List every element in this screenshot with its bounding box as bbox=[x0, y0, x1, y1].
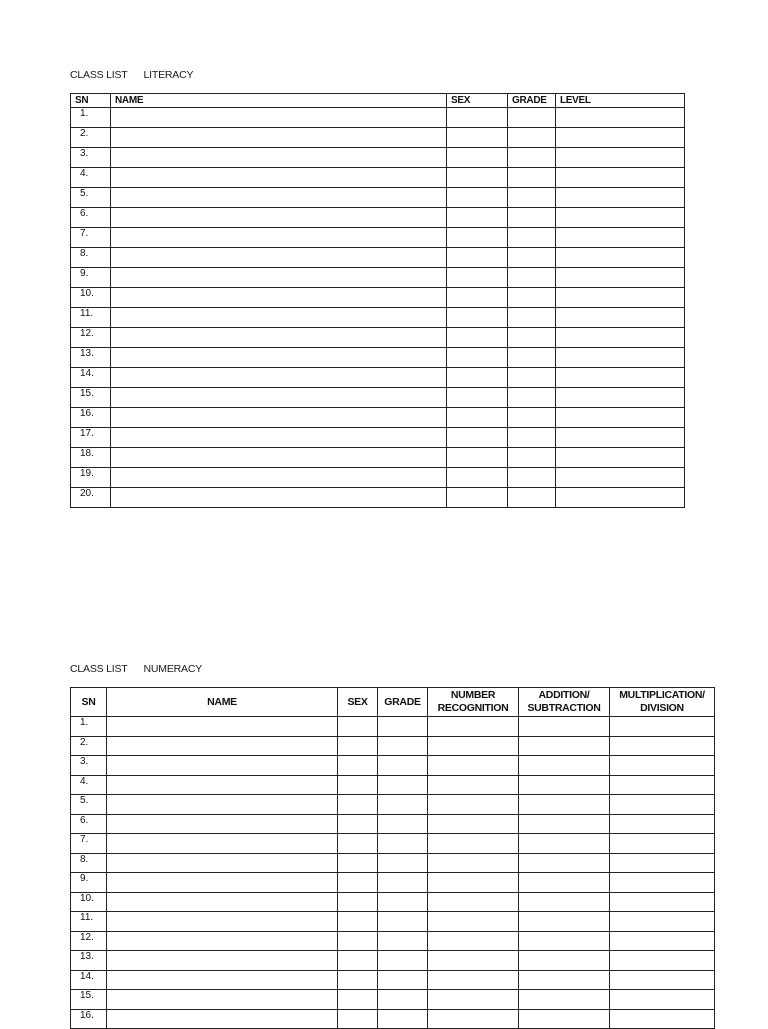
row-number: 2. bbox=[71, 736, 107, 756]
blank-cell[interactable] bbox=[378, 717, 428, 737]
blank-cell[interactable] bbox=[508, 388, 556, 408]
blank-cell[interactable] bbox=[107, 951, 338, 971]
table-row bbox=[71, 990, 715, 1010]
header-sex: SEX bbox=[447, 94, 508, 108]
blank-cell[interactable] bbox=[111, 268, 447, 288]
table-row bbox=[71, 795, 715, 815]
blank-cell[interactable] bbox=[428, 912, 519, 932]
blank-cell[interactable] bbox=[338, 912, 378, 932]
blank-cell[interactable] bbox=[378, 970, 428, 990]
blank-cell[interactable] bbox=[610, 775, 715, 795]
blank-cell[interactable] bbox=[508, 188, 556, 208]
blank-cell[interactable] bbox=[447, 268, 508, 288]
blank-cell[interactable] bbox=[556, 288, 685, 308]
row-number: 6. bbox=[71, 814, 107, 834]
blank-cell[interactable] bbox=[447, 328, 508, 348]
table-row bbox=[71, 931, 715, 951]
blank-cell[interactable] bbox=[508, 348, 556, 368]
blank-cell[interactable] bbox=[378, 990, 428, 1010]
table-row bbox=[71, 308, 685, 328]
row-number: 4. bbox=[71, 775, 107, 795]
blank-cell[interactable] bbox=[519, 990, 610, 1010]
blank-cell[interactable] bbox=[378, 795, 428, 815]
header-grade: GRADE bbox=[378, 688, 428, 717]
blank-cell[interactable] bbox=[556, 308, 685, 328]
blank-cell[interactable] bbox=[428, 873, 519, 893]
blank-cell[interactable] bbox=[111, 468, 447, 488]
blank-cell[interactable] bbox=[519, 931, 610, 951]
blank-cell[interactable] bbox=[519, 873, 610, 893]
blank-cell[interactable] bbox=[447, 448, 508, 468]
blank-cell[interactable] bbox=[338, 853, 378, 873]
blank-cell[interactable] bbox=[508, 228, 556, 248]
row-number: 14. bbox=[71, 970, 107, 990]
blank-cell[interactable] bbox=[111, 148, 447, 168]
row-number: 16. bbox=[71, 408, 111, 428]
blank-cell[interactable] bbox=[378, 951, 428, 971]
blank-cell[interactable] bbox=[447, 428, 508, 448]
blank-cell[interactable] bbox=[338, 775, 378, 795]
blank-cell[interactable] bbox=[556, 188, 685, 208]
blank-cell[interactable] bbox=[508, 248, 556, 268]
blank-cell[interactable] bbox=[107, 834, 338, 854]
blank-cell[interactable] bbox=[447, 228, 508, 248]
table-row bbox=[71, 268, 685, 288]
table-row bbox=[71, 348, 685, 368]
blank-cell[interactable] bbox=[378, 814, 428, 834]
blank-cell[interactable] bbox=[338, 834, 378, 854]
blank-cell[interactable] bbox=[111, 128, 447, 148]
blank-cell[interactable] bbox=[428, 717, 519, 737]
blank-cell[interactable] bbox=[519, 756, 610, 776]
blank-cell[interactable] bbox=[378, 892, 428, 912]
blank-cell[interactable] bbox=[519, 717, 610, 737]
blank-cell[interactable] bbox=[107, 736, 338, 756]
table-row bbox=[71, 328, 685, 348]
header-name: NAME bbox=[107, 688, 338, 717]
table-row bbox=[71, 717, 715, 737]
blank-cell[interactable] bbox=[508, 468, 556, 488]
blank-cell[interactable] bbox=[610, 795, 715, 815]
blank-cell[interactable] bbox=[610, 931, 715, 951]
blank-cell[interactable] bbox=[519, 834, 610, 854]
table-row bbox=[71, 368, 685, 388]
row-number: 12. bbox=[71, 931, 107, 951]
blank-cell[interactable] bbox=[610, 814, 715, 834]
row-number: 7. bbox=[71, 834, 107, 854]
header-sex: SEX bbox=[338, 688, 378, 717]
blank-cell[interactable] bbox=[447, 348, 508, 368]
blank-cell[interactable] bbox=[338, 736, 378, 756]
blank-cell[interactable] bbox=[107, 853, 338, 873]
blank-cell[interactable] bbox=[556, 128, 685, 148]
blank-cell[interactable] bbox=[610, 717, 715, 737]
blank-cell[interactable] bbox=[338, 814, 378, 834]
blank-cell[interactable] bbox=[519, 775, 610, 795]
blank-cell[interactable] bbox=[610, 970, 715, 990]
row-number: 1. bbox=[71, 717, 107, 737]
table-row bbox=[71, 168, 685, 188]
blank-cell[interactable] bbox=[111, 188, 447, 208]
blank-cell[interactable] bbox=[610, 990, 715, 1010]
blank-cell[interactable] bbox=[508, 268, 556, 288]
blank-cell[interactable] bbox=[556, 428, 685, 448]
blank-cell[interactable] bbox=[447, 248, 508, 268]
blank-cell[interactable] bbox=[447, 308, 508, 328]
blank-cell[interactable] bbox=[428, 931, 519, 951]
table-row bbox=[71, 488, 685, 508]
blank-cell[interactable] bbox=[111, 208, 447, 228]
blank-cell[interactable] bbox=[338, 756, 378, 776]
table-row bbox=[71, 448, 685, 468]
table-row bbox=[71, 814, 715, 834]
row-number: 19. bbox=[71, 468, 111, 488]
row-number: 16. bbox=[71, 1009, 107, 1029]
table-row bbox=[71, 853, 715, 873]
blank-cell[interactable] bbox=[447, 368, 508, 388]
row-number: 11. bbox=[71, 912, 107, 932]
blank-cell[interactable] bbox=[610, 834, 715, 854]
blank-cell[interactable] bbox=[338, 717, 378, 737]
blank-cell[interactable] bbox=[508, 408, 556, 428]
blank-cell[interactable] bbox=[519, 795, 610, 815]
blank-cell[interactable] bbox=[556, 368, 685, 388]
table-row bbox=[71, 148, 685, 168]
blank-cell[interactable] bbox=[447, 208, 508, 228]
blank-cell[interactable] bbox=[447, 108, 508, 128]
row-number: 7. bbox=[71, 228, 111, 248]
blank-cell[interactable] bbox=[428, 990, 519, 1010]
blank-cell[interactable] bbox=[107, 873, 338, 893]
row-number: 10. bbox=[71, 288, 111, 308]
blank-cell[interactable] bbox=[378, 931, 428, 951]
blank-cell[interactable] bbox=[111, 388, 447, 408]
blank-cell[interactable] bbox=[556, 228, 685, 248]
blank-cell[interactable] bbox=[111, 168, 447, 188]
blank-cell[interactable] bbox=[508, 208, 556, 228]
table-row bbox=[71, 912, 715, 932]
blank-cell[interactable] bbox=[338, 931, 378, 951]
blank-cell[interactable] bbox=[428, 970, 519, 990]
blank-cell[interactable] bbox=[111, 368, 447, 388]
blank-cell[interactable] bbox=[107, 990, 338, 1010]
header-level: LEVEL bbox=[556, 94, 685, 108]
table-row bbox=[71, 428, 685, 448]
blank-cell[interactable] bbox=[428, 736, 519, 756]
table-row bbox=[71, 834, 715, 854]
blank-cell[interactable] bbox=[508, 108, 556, 128]
row-number: 1. bbox=[71, 108, 111, 128]
blank-cell[interactable] bbox=[508, 288, 556, 308]
blank-cell[interactable] bbox=[107, 756, 338, 776]
blank-cell[interactable] bbox=[519, 912, 610, 932]
blank-cell[interactable] bbox=[519, 892, 610, 912]
blank-cell[interactable] bbox=[111, 288, 447, 308]
table-header-row bbox=[71, 688, 715, 717]
literacy-subject: LITERACY bbox=[143, 69, 194, 81]
row-number: 12. bbox=[71, 328, 111, 348]
blank-cell[interactable] bbox=[107, 970, 338, 990]
row-number: 9. bbox=[71, 268, 111, 288]
blank-cell[interactable] bbox=[107, 717, 338, 737]
blank-cell[interactable] bbox=[107, 1009, 338, 1029]
header-number-recognition: NUMBER RECOGNITION bbox=[428, 688, 519, 717]
blank-cell[interactable] bbox=[378, 873, 428, 893]
row-number: 3. bbox=[71, 148, 111, 168]
blank-cell[interactable] bbox=[428, 834, 519, 854]
blank-cell[interactable] bbox=[556, 248, 685, 268]
header-grade: GRADE bbox=[508, 94, 556, 108]
blank-cell[interactable] bbox=[428, 775, 519, 795]
blank-cell[interactable] bbox=[378, 756, 428, 776]
blank-cell[interactable] bbox=[610, 892, 715, 912]
table-row bbox=[71, 892, 715, 912]
row-number: 3. bbox=[71, 756, 107, 776]
blank-cell[interactable] bbox=[610, 736, 715, 756]
blank-cell[interactable] bbox=[428, 853, 519, 873]
blank-cell[interactable] bbox=[610, 873, 715, 893]
blank-cell[interactable] bbox=[556, 448, 685, 468]
blank-cell[interactable] bbox=[111, 408, 447, 428]
literacy-list-label: CLASS LIST bbox=[70, 69, 128, 81]
table-row bbox=[71, 228, 685, 248]
row-number: 11. bbox=[71, 308, 111, 328]
blank-cell[interactable] bbox=[508, 308, 556, 328]
table-row bbox=[71, 388, 685, 408]
table-row bbox=[71, 208, 685, 228]
blank-cell[interactable] bbox=[447, 488, 508, 508]
row-number: 8. bbox=[71, 853, 107, 873]
header-name: NAME bbox=[111, 94, 447, 108]
blank-cell[interactable] bbox=[111, 428, 447, 448]
blank-cell[interactable] bbox=[610, 951, 715, 971]
blank-cell[interactable] bbox=[338, 990, 378, 1010]
blank-cell[interactable] bbox=[107, 795, 338, 815]
header-multiplication-division: MULTIPLICATION/ DIVISION bbox=[610, 688, 715, 717]
blank-cell[interactable] bbox=[107, 892, 338, 912]
table-row bbox=[71, 951, 715, 971]
blank-cell[interactable] bbox=[428, 795, 519, 815]
blank-cell[interactable] bbox=[447, 148, 508, 168]
blank-cell[interactable] bbox=[378, 1009, 428, 1029]
table-row bbox=[71, 188, 685, 208]
table-row bbox=[71, 408, 685, 428]
table-row bbox=[71, 288, 685, 308]
blank-cell[interactable] bbox=[111, 328, 447, 348]
blank-cell[interactable] bbox=[447, 288, 508, 308]
row-number: 13. bbox=[71, 348, 111, 368]
row-number: 17. bbox=[71, 428, 111, 448]
blank-cell[interactable] bbox=[556, 168, 685, 188]
blank-cell[interactable] bbox=[556, 388, 685, 408]
blank-cell[interactable] bbox=[111, 448, 447, 468]
blank-cell[interactable] bbox=[338, 873, 378, 893]
blank-cell[interactable] bbox=[378, 912, 428, 932]
blank-cell[interactable] bbox=[508, 128, 556, 148]
blank-cell[interactable] bbox=[508, 328, 556, 348]
blank-cell[interactable] bbox=[556, 468, 685, 488]
blank-cell[interactable] bbox=[447, 188, 508, 208]
literacy-class-table bbox=[70, 93, 685, 508]
blank-cell[interactable] bbox=[428, 756, 519, 776]
blank-cell[interactable] bbox=[338, 795, 378, 815]
table-row bbox=[71, 108, 685, 128]
blank-cell[interactable] bbox=[111, 308, 447, 328]
blank-cell[interactable] bbox=[428, 951, 519, 971]
blank-cell[interactable] bbox=[519, 814, 610, 834]
row-number: 18. bbox=[71, 448, 111, 468]
blank-cell[interactable] bbox=[107, 931, 338, 951]
blank-cell[interactable] bbox=[556, 108, 685, 128]
blank-cell[interactable] bbox=[508, 488, 556, 508]
header-sn: SN bbox=[71, 94, 111, 108]
blank-cell[interactable] bbox=[519, 1009, 610, 1029]
blank-cell[interactable] bbox=[428, 814, 519, 834]
row-number: 9. bbox=[71, 873, 107, 893]
table-row bbox=[71, 756, 715, 776]
table-row bbox=[71, 1009, 715, 1029]
row-number: 14. bbox=[71, 368, 111, 388]
blank-cell[interactable] bbox=[519, 736, 610, 756]
blank-cell[interactable] bbox=[508, 428, 556, 448]
row-number: 5. bbox=[71, 795, 107, 815]
blank-cell[interactable] bbox=[508, 148, 556, 168]
blank-cell[interactable] bbox=[610, 1009, 715, 1029]
blank-cell[interactable] bbox=[338, 951, 378, 971]
row-number: 13. bbox=[71, 951, 107, 971]
blank-cell[interactable] bbox=[447, 408, 508, 428]
literacy-title bbox=[70, 69, 193, 81]
blank-cell[interactable] bbox=[107, 775, 338, 795]
blank-cell[interactable] bbox=[338, 970, 378, 990]
numeracy-list-label: CLASS LIST bbox=[70, 663, 128, 675]
blank-cell[interactable] bbox=[556, 148, 685, 168]
blank-cell[interactable] bbox=[107, 814, 338, 834]
blank-cell[interactable] bbox=[556, 268, 685, 288]
header-addition-subtraction: ADDITION/ SUBTRACTION bbox=[519, 688, 610, 717]
blank-cell[interactable] bbox=[556, 208, 685, 228]
blank-cell[interactable] bbox=[610, 756, 715, 776]
blank-cell[interactable] bbox=[508, 368, 556, 388]
header-sn: SN bbox=[71, 688, 107, 717]
blank-cell[interactable] bbox=[428, 892, 519, 912]
row-number: 5. bbox=[71, 188, 111, 208]
blank-cell[interactable] bbox=[428, 1009, 519, 1029]
blank-cell[interactable] bbox=[447, 168, 508, 188]
blank-cell[interactable] bbox=[111, 348, 447, 368]
row-number: 4. bbox=[71, 168, 111, 188]
table-row bbox=[71, 736, 715, 756]
table-row bbox=[71, 128, 685, 148]
blank-cell[interactable] bbox=[111, 108, 447, 128]
row-number: 10. bbox=[71, 892, 107, 912]
blank-cell[interactable] bbox=[378, 736, 428, 756]
blank-cell[interactable] bbox=[508, 448, 556, 468]
table-row bbox=[71, 775, 715, 795]
blank-cell[interactable] bbox=[338, 892, 378, 912]
table-header-row bbox=[71, 94, 685, 108]
blank-cell[interactable] bbox=[556, 328, 685, 348]
blank-cell[interactable] bbox=[111, 488, 447, 508]
blank-cell[interactable] bbox=[447, 468, 508, 488]
blank-cell[interactable] bbox=[378, 775, 428, 795]
blank-cell[interactable] bbox=[556, 408, 685, 428]
numeracy-class-table bbox=[70, 687, 715, 1029]
row-number: 8. bbox=[71, 248, 111, 268]
blank-cell[interactable] bbox=[338, 1009, 378, 1029]
blank-cell[interactable] bbox=[447, 128, 508, 148]
row-number: 15. bbox=[71, 388, 111, 408]
row-number: 15. bbox=[71, 990, 107, 1010]
numeracy-title bbox=[70, 663, 202, 675]
blank-cell[interactable] bbox=[556, 348, 685, 368]
blank-cell[interactable] bbox=[111, 248, 447, 268]
numeracy-subject: NUMERACY bbox=[143, 663, 203, 675]
blank-cell[interactable] bbox=[610, 853, 715, 873]
table-row bbox=[71, 970, 715, 990]
blank-cell[interactable] bbox=[378, 853, 428, 873]
blank-cell[interactable] bbox=[610, 912, 715, 932]
blank-cell[interactable] bbox=[519, 951, 610, 971]
blank-cell[interactable] bbox=[519, 853, 610, 873]
row-number: 2. bbox=[71, 128, 111, 148]
table-row bbox=[71, 248, 685, 268]
table-row bbox=[71, 468, 685, 488]
table-row bbox=[71, 873, 715, 893]
blank-cell[interactable] bbox=[508, 168, 556, 188]
blank-cell[interactable] bbox=[519, 970, 610, 990]
blank-cell[interactable] bbox=[447, 388, 508, 408]
blank-cell[interactable] bbox=[556, 488, 685, 508]
row-number: 20. bbox=[71, 488, 111, 508]
blank-cell[interactable] bbox=[111, 228, 447, 248]
blank-cell[interactable] bbox=[378, 834, 428, 854]
blank-cell[interactable] bbox=[107, 912, 338, 932]
row-number: 6. bbox=[71, 208, 111, 228]
